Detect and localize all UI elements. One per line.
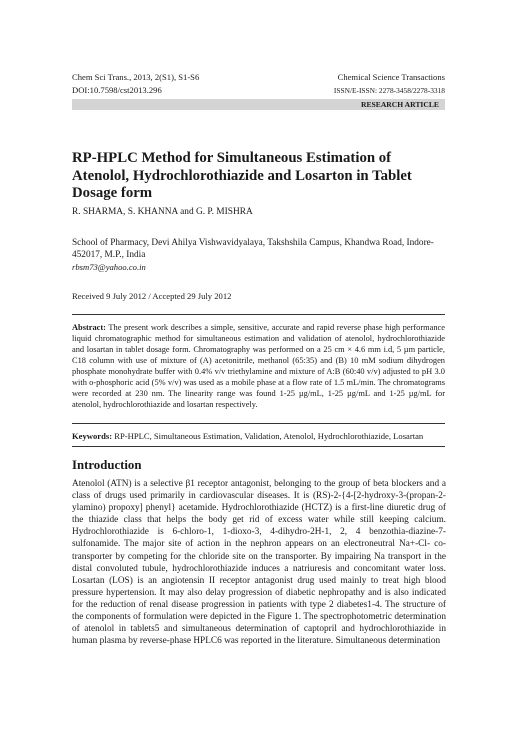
abstract-label: Abstract:	[72, 323, 106, 332]
article-title: RP-HPLC Method for Simultaneous Estimation of Atenolol, Hydrochlorothiazide and Losarton in Tablet Dosage form	[72, 150, 412, 201]
abstract-block	[72, 322, 445, 410]
keywords-text: RP-HPLC, Simultaneous Estimation, Validation, Atenolol, Hydrochlorothiazide, Losartan	[114, 431, 424, 441]
keywords-bottom-rule	[72, 446, 445, 447]
article-type-label: RESEARCH ARTICLE	[360, 100, 439, 109]
journal-citation: Chem Sci Trans., 2013, 2(S1), S1-S6	[72, 72, 200, 82]
journal-issn: ISSN/E-ISSN: 2278-3458/2278-3318	[333, 86, 445, 95]
abstract-text: The present work describes a simple, sensitive, accurate and rapid reverse phase high performance liquid chromatographic method for simultaneous estimation and validation of atenolol, hydrochlorothiazide and losartan in tablet dosage form. Chromatography was performed on a 25 cm × 4.6 mm i.d, 5 µm particle, C18 column with use of mixture of (A) acetonitrile, methanol (65:35) and (B) 10 mM sodium dihydrogen phosphate monohydrate buffer with 0.4% v/v triethylamine and mixture of A:B (60:40 v/v) adjusted to pH 3.0 with o-phosphoric acid (5% v/v) was used as a mobile phase at a flow rate of 1.5 mL/min. The chromatograms were recorded at 230 nm. The linearity range was found 1-25 µg/mL, 1-25 µg/mL and 1-25 µg/mL for atenolol, hydrochlorothiazide and losartan respectively.	[72, 323, 445, 410]
article-doi[interactable]: DOI:10.7598/cst2013.296	[72, 85, 162, 95]
keywords-label: Keywords:	[72, 431, 113, 441]
abstract-top-rule	[72, 314, 445, 315]
abstract-bottom-rule	[72, 423, 445, 424]
keywords-block	[72, 431, 445, 442]
article-dates: Received 9 July 2012 / Accepted 29 July 2012	[72, 291, 232, 301]
introduction-text: Atenolol (ATN) is a selective β1 receptor antagonist, belonging to the group of beta blockers and a class of drugs used primarily in cardiovascular diseases. It is (RS)-2-{4-[2-hydroxy-3-(propan-2-ylamino) propoxy] phenyl} acetamide. Hydrochlorothiazide (HCTZ) is a first-line diuretic drug of the thiazide class that helps the body get rid of excess water while still keeping calcium. Hydrochlorothiazide is 6-chloro-1, 1-dioxo-3, 4-dihydro-2H-1, 2, 4 benzothia-diazine-7-sulfonamide. The major site of action in the nephron appears on an electroneutral Na+-Cl- co-transporter by competing for the chloride site on the transporter. By impairing Na transport in the distal convoluted tubule, hydrochlorothiazide induces a natriuresis and concomitant water loss. Losartan (LOS) is an angiotensin II receptor antagonist drug used mainly to treat high blood pressure hypertension. It may also delay progression of diabetic nephropathy and is also indicated for the reduction of renal disease progression in patients with type 2 diabetes1-4. The structure of the components of formulation were depicted in the Figure 1. The spectrophotometric determination of atenolol in tablets5 and simultaneous determination of captopril and hydrochlorothiazide in human plasma by reverse-phase HPLC6 was reported in the literature. Simultaneous determination	[72, 479, 446, 647]
author-email[interactable]: rbsm73@yahoo.co.in	[72, 262, 146, 272]
author-affiliation: School of Pharmacy, Devi Ahilya Vishwavidyalaya, Takshshila Campus, Khandwa Road, Indore-452017, M.P., India	[72, 238, 434, 261]
introduction-heading: Introduction	[72, 458, 142, 472]
journal-name: Chemical Science Transactions	[337, 72, 445, 82]
article-type-banner	[72, 99, 445, 110]
author-list: R. SHARMA, S. KHANNA and G. P. MISHRA	[72, 207, 253, 217]
